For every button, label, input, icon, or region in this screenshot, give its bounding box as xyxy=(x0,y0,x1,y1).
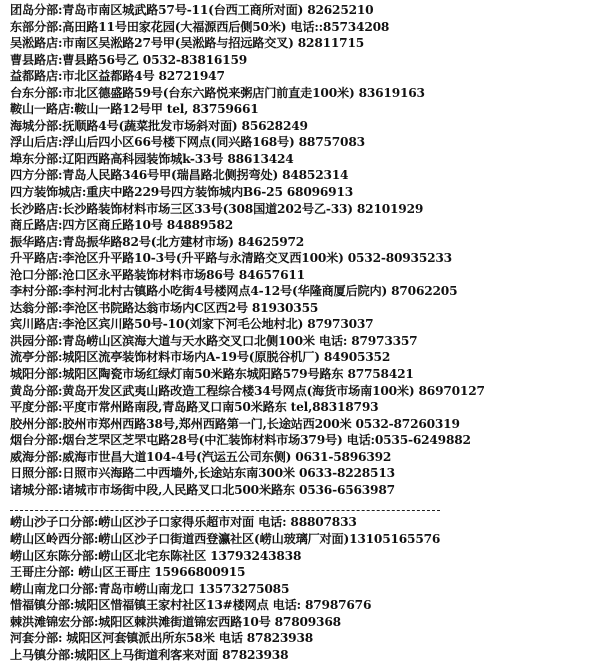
branch-address-line: 东部分部:高田路11号田家花园(大福源西后侧50米) 电话::85734208 xyxy=(10,19,390,34)
branch-address-line: 宾川路店:李沧区宾川路50号-10(刘家下河毛公地村北) 87973037 xyxy=(10,317,374,332)
branch-address-line: 益都路店:市北区益都路4号 82721947 xyxy=(10,69,225,84)
branch-address-line: 流亭分部:城阳区流亭装饰材料市场内A-19号(原脱谷机厂) 84905352 xyxy=(10,350,391,365)
branch-address-line: 平度分部:平度市常州路南段,青岛路叉口南50米路东 tel,88318793 xyxy=(10,400,379,415)
branch-address-line: 胶州分部:胶州市郑州西路38号,郑州西路第一门,长途站西200米 0532-87260319 xyxy=(10,416,460,431)
branch-address-line: 烟台分部:烟台芝罘区芝罘屯路28号(中汇装饰材料市场379号) 电话:0535-6249882 xyxy=(10,433,471,448)
branch-address-line: 四方装饰城店:重庆中路229号四方装饰城内B6-25 68096913 xyxy=(10,185,354,200)
branch-address-line: 台东分部:市北区德盛路59号(台东六路悦来粥店门前直走100米) 83619163 xyxy=(10,85,425,100)
branch-address-line: 棘洪滩锦宏分部:城阳区棘洪滩街道锦宏西路10号 87809368 xyxy=(10,614,341,629)
branch-address-line: 团岛分部:青岛市南区城武路57号-11(台西工商所对面) 82625210 xyxy=(10,3,374,17)
branch-address-line: 诸城分部:诸城市市场街中段,人民路叉口北500米路东 0536-6563987 xyxy=(10,482,395,497)
branch-address-line: 威海分部:威海市世昌大道104-4号(汽运五公司东侧) 0631-5896392 xyxy=(10,449,392,464)
branch-address-line: 海城分部:抚顺路4号(蔬菜批发市场斜对面) 85628249 xyxy=(10,118,308,133)
branch-address-line: 崂山沙子口分部:崂山区沙子口家得乐超市对面 电话: 88807833 xyxy=(10,515,357,530)
branch-address-line: 升平路店:李沧区升平路10-3号(升平路与永清路交叉西100米) 0532-80935233 xyxy=(10,251,452,266)
branch-address-line: 日照分部:日照市兴海路二中西墙外,长途站东南300米 0633-8228513 xyxy=(10,466,395,481)
branch-list-section-2 xyxy=(10,514,615,663)
branch-address-line: 洪园分部:青岛崂山区滨海大道与天水路交叉口北侧100米 电话: 87973357 xyxy=(10,333,418,348)
branch-address-line: 黄岛分部:黄岛开发区武夷山路改造工程综合楼34号网点(海货市场南100米) 86970127 xyxy=(10,383,485,398)
branch-address-line: 曹县路店:曹县路56号乙 0532-83816159 xyxy=(10,52,248,67)
branch-address-line: 崂山南龙口分部:青岛市崂山南龙口 13573275085 xyxy=(10,581,290,596)
dashed-divider xyxy=(10,502,440,511)
branch-address-line: 王哥庄分部: 崂山区王哥庄 15966800915 xyxy=(10,565,246,580)
branch-address-line: 崂山区岭西分部:崂山区沙子口街道西登瀛社区(崂山玻璃厂对面)13105165576 xyxy=(10,531,441,546)
branch-address-line: 埠东分部:辽阳西路高科园装饰城k-33号 88613424 xyxy=(10,151,294,166)
branch-address-line: 浮山后店:浮山后四小区66号楼下网点(同兴路168号) 88757083 xyxy=(10,135,365,150)
branch-address-line: 四方分部:青岛人民路346号甲(瑞昌路北侧拐弯处) 84852314 xyxy=(10,168,349,183)
branch-address-line: 吴淞路店:市南区吴淞路27号甲(吴淞路与招远路交叉) 82811715 xyxy=(10,36,365,51)
branch-address-line: 长沙路店:长沙路装饰材料市场三区33号(308国道202号乙-33) 82101929 xyxy=(10,201,424,216)
branch-address-line: 沧口分部:沧口区永平路装饰材料市场86号 84657611 xyxy=(10,267,305,282)
branch-list-section-1 xyxy=(10,2,615,498)
branch-address-line: 商丘路店:四方区商丘路10号 84889582 xyxy=(10,218,234,233)
branch-address-line: 振华路店:青岛振华路82号(北方建材市场) 84625972 xyxy=(10,234,305,249)
branch-address-line: 鞍山一路店:鞍山一路12号甲 tel, 83759661 xyxy=(10,102,259,117)
branch-address-line: 惜福镇分部:城阳区惜福镇王家村社区13#楼网点 电话: 87987676 xyxy=(10,598,372,613)
branch-address-line: 李村分部:李村河北村古镇路小吃街4号楼网点4-12号(华隆商厦后院内) 87062205 xyxy=(10,284,458,299)
branch-address-line: 达翁分部:李沧区书院路达翁市场内C区西2号 81930355 xyxy=(10,300,319,315)
branch-address-line: 城阳分部:城阳区陶瓷市场红绿灯南50米路东城阳路579号路东 87758421 xyxy=(10,367,414,382)
branch-address-line: 河套分部: 城阳区河套镇派出所东58米 电话 87823938 xyxy=(10,631,314,646)
branch-address-line: 上马镇分部:城阳区上马街道利客来对面 87823938 xyxy=(10,647,289,662)
branch-address-line: 崂山区东陈分部:崂山区北宅东陈社区 13793243838 xyxy=(10,548,302,563)
